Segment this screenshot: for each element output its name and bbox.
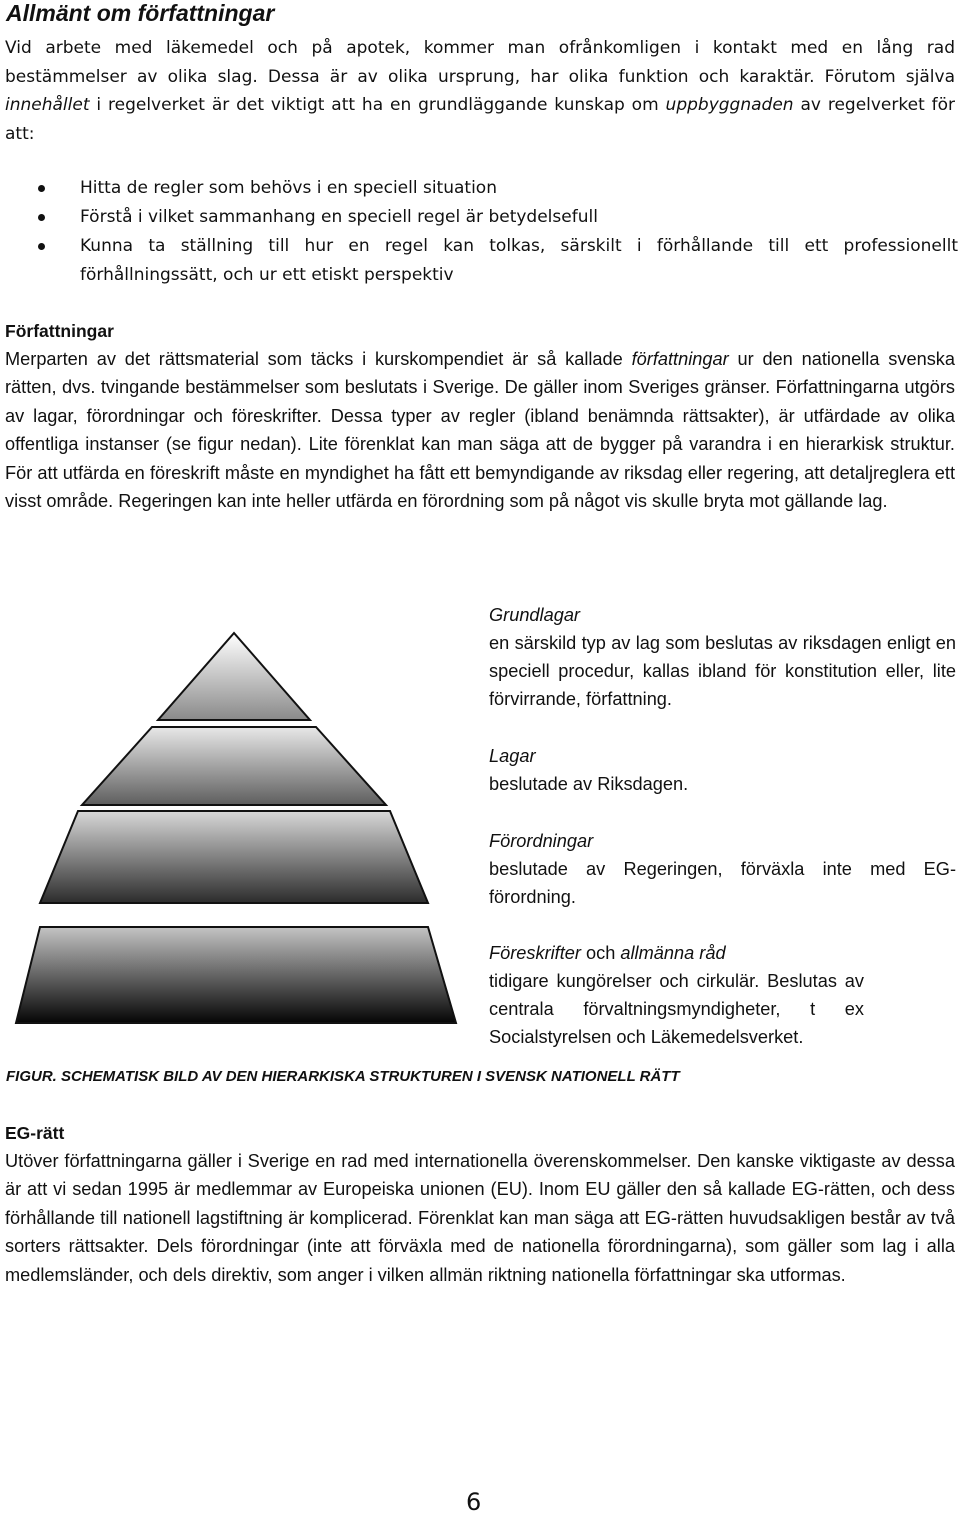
- intro-text-2: i regelverket är det viktigt att ha en grundläggande kunskap om: [89, 95, 666, 115]
- legend-forordningar: [489, 827, 956, 911]
- pyramid-level-grundlagar: [158, 633, 310, 720]
- legend-foreskrifter: [489, 939, 956, 1051]
- legend-title-line: [489, 939, 956, 967]
- legend-description: en särskild typ av lag som beslutas av riksdagen enligt en speciell procedur, kallas ibland för konstitution eller, lite förvirrande, författning.: [489, 633, 956, 709]
- section-heading: Allmänt om författningar: [6, 0, 275, 26]
- forfattningar-text-1: Merparten av det rättsmaterial som täcks i kurskompendiet är så kallade: [5, 349, 632, 369]
- legend-description: beslutade av Regeringen, förväxla inte med EG-förordning.: [489, 859, 956, 907]
- legend-title: Förordningar: [489, 831, 594, 851]
- intro-paragraph: [5, 34, 955, 148]
- eg-ratt-heading: EG-rätt: [5, 1123, 65, 1143]
- legend-connector: och: [580, 943, 621, 963]
- pyramid-level-lagar: [82, 727, 386, 805]
- intro-text-1: Vid arbete med läkemedel och på apotek, kommer man ofrånkomligen i kontakt med en lång rad bestämmelser av olika slag. Dessa är av olika ursprung, har olika funktion och karaktär. Förutom själva: [5, 38, 955, 87]
- pyramid-level-forordningar: [40, 811, 428, 903]
- intro-emphasis-uppbyggnaden: uppbyggnaden: [665, 95, 794, 115]
- forfattningar-emphasis: författningar: [631, 349, 729, 369]
- eg-ratt-paragraph: Utöver författningarna gäller i Sverige en rad med internationella överenskommelser. Den kanske viktigaste av dessa är att vi sedan 1995 är medlemmar av Europeiska unionen (EU). Inom EU gäller den så kallade EG-rätten, och dess förhållande till nationell lagstiftning är komplicerad. Förenklat kan man säga att EG-rätten huvudsakligen består av två sorters rättsakter. Dels förordningar (inte att förväxla med de nationella förordningarna), som gäller som lag i alla medlemsländer, och dels direktiv, som anger i vilken allmän riktning nationella författningar ska utformas.: [5, 1151, 955, 1285]
- forfattningar-text-2: ur den nationella svenska rätten, dvs. tvingande bestämmelser som beslutats i Sverige. De gäller inom Sveriges gränser. Författningarna utgörs av lagar, förordningar och föreskrifter. Dessa typer av regler (ibland benämnda rättsakter), är utfärdade av olika offentliga instanser (se figur nedan). Lite förenklat kan man säga att de bygger på varandra i en hierarkisk struktur. För att utfärda en föreskrift måste en myndighet ha fått ett bemyndigande av riksdag eller regering, att detaljreglera ett visst område. Regeringen kan inte heller utfärda en förordning som på något vis skulle bryta mot gällande lag.: [5, 349, 955, 512]
- pyramid-level-foreskrifter: [16, 927, 456, 1023]
- intro-emphasis-innehallet: innehållet: [5, 95, 90, 115]
- bullet-item: Kunna ta ställning till hur en regel kan tolkas, särskilt i förhållande till ett professionellt förhållningssätt, och ur ett etiskt perspektiv: [38, 232, 958, 290]
- legend-title-2: allmänna råd: [620, 943, 726, 963]
- figure-caption: FIGUR. SCHEMATISK BILD AV DEN HIERARKISKA STRUKTUREN I SVENSK NATIONELL RÄTT: [6, 1068, 680, 1085]
- legend-title: Grundlagar: [489, 605, 580, 625]
- hierarchy-pyramid-figure: [10, 625, 460, 1030]
- bullet-item: Förstå i vilket sammanhang en speciell regel är betydelsefull: [38, 203, 958, 232]
- forfattningar-heading: Författningar: [5, 321, 114, 341]
- page-number: 6: [466, 1488, 482, 1516]
- legend-grundlagar: [489, 601, 956, 713]
- purpose-bullet-list: [38, 174, 958, 290]
- legend-description: beslutade av Riksdagen.: [489, 774, 689, 794]
- legend-description: tidigare kungörelser och cirkulär. Beslutas av centrala förvaltningsmyndigheter, t ex Socialstyrelsen och Läkemedelsverket.: [489, 971, 864, 1047]
- legend-lagar: [489, 742, 956, 798]
- forfattningar-paragraph: [5, 345, 955, 515]
- intro-text-3: av regelverket för att:: [5, 95, 956, 144]
- bullet-item: Hitta de regler som behövs i en speciell situation: [38, 174, 958, 203]
- legend-title: Föreskrifter: [489, 943, 581, 963]
- legend-title: Lagar: [489, 746, 536, 766]
